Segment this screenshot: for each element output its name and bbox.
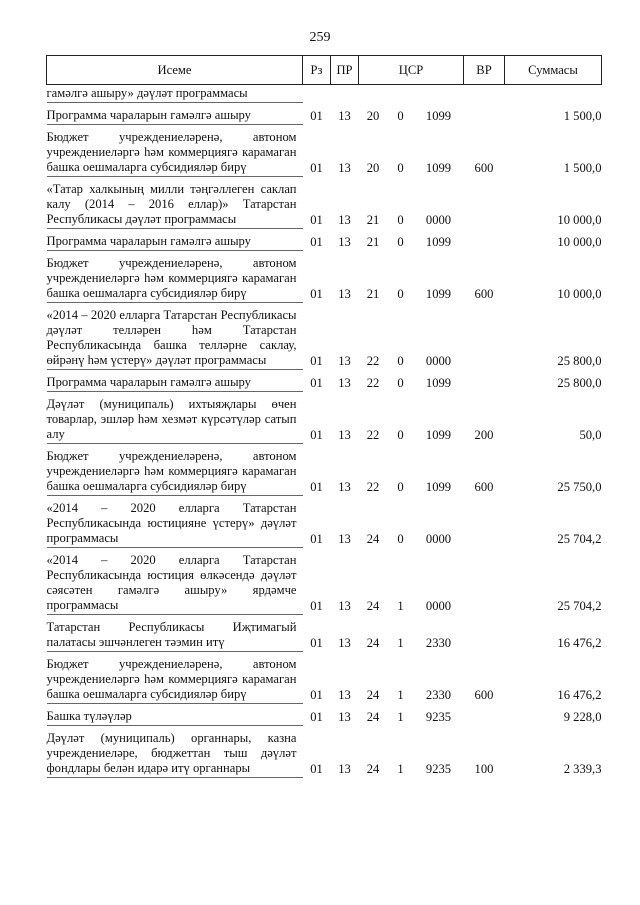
row-vr — [464, 85, 505, 103]
row-csr-subprogram: 1 — [397, 709, 404, 724]
row-sum: 10 000,0 — [557, 234, 602, 249]
table-body — [47, 85, 602, 778]
row-csr-direction: 0000 — [425, 353, 452, 368]
header-rz: Рз — [303, 56, 331, 85]
row-pr: 13 — [338, 286, 351, 301]
row-csr-subprogram: 0 — [397, 108, 404, 123]
row-csr-direction: 9235 — [425, 709, 452, 724]
row-name: Дәүләт (муниципаль) ихтыяҗлары өчен товарлар, эшләр һәм хезмәт күрсәтүләр сатып алу — [47, 392, 303, 444]
row-csr-direction: 2330 — [425, 687, 452, 702]
row-csr-direction: 1099 — [425, 427, 452, 442]
row-pr: 13 — [338, 212, 351, 227]
row-sum: 25 750,0 — [557, 479, 602, 494]
table-row — [47, 444, 602, 496]
row-csr-direction — [414, 85, 464, 103]
row-name: гамәлгә ашыру» дәүләт программасы — [47, 85, 303, 103]
row-csr-program: 22 — [366, 353, 380, 368]
row-vr — [464, 496, 505, 548]
row-csr-program: 24 — [366, 761, 380, 776]
row-name: Бюджет учреждениеләренә, автоном учреждениеләргә һәм коммерциягә карамаган башка оешмаларга субсидияләр бирү — [47, 251, 303, 303]
row-csr-subprogram: 0 — [397, 160, 404, 175]
table-row — [47, 303, 602, 370]
table-header-row — [47, 56, 602, 85]
row-csr-subprogram: 0 — [397, 353, 404, 368]
row-name: Бюджет учреждениеләренә, автоном учреждениеләргә һәм коммерциягә карамаган башка оешмаларга субсидияләр бирү — [47, 444, 303, 496]
row-name: Бюджет учреждениеләренә, автоном учреждениеләргә һәм коммерциягә карамаган башка оешмаларга субсидияләр бирү — [47, 652, 303, 704]
row-rz: 01 — [310, 108, 323, 123]
row-vr — [464, 229, 505, 251]
row-csr-direction: 1099 — [425, 286, 452, 301]
row-pr: 13 — [338, 427, 351, 442]
row-csr-direction: 1099 — [425, 479, 452, 494]
row-vr: 200 — [474, 427, 494, 442]
row-csr-subprogram: 0 — [397, 375, 404, 390]
row-vr — [464, 615, 505, 652]
table-row — [47, 177, 602, 229]
row-pr: 13 — [338, 761, 351, 776]
row-sum: 1 500,0 — [563, 108, 602, 123]
row-csr-subprogram: 1 — [397, 598, 404, 613]
table-row — [47, 704, 602, 726]
row-rz: 01 — [310, 375, 323, 390]
row-pr: 13 — [338, 598, 351, 613]
row-sum: 25 704,2 — [557, 598, 602, 613]
row-csr-subprogram: 0 — [397, 479, 404, 494]
row-name: Башка түләүләр — [47, 704, 303, 726]
row-csr-subprogram: 0 — [397, 531, 404, 546]
row-rz: 01 — [310, 635, 323, 650]
header-vr: ВР — [464, 56, 505, 85]
row-csr-program: 24 — [366, 687, 380, 702]
row-rz: 01 — [310, 286, 323, 301]
row-csr-program: 22 — [366, 375, 380, 390]
table-row — [47, 392, 602, 444]
row-pr: 13 — [338, 687, 351, 702]
row-pr: 13 — [338, 375, 351, 390]
row-pr: 13 — [338, 234, 351, 249]
row-csr-direction: 0000 — [425, 212, 452, 227]
row-csr-direction: 1099 — [425, 160, 452, 175]
row-name: «Татар халкының милли тәңгәллеген саклап калу (2014 – 2016 еллар)» Татарстан Республикасы дәүләт программасы — [47, 177, 303, 229]
row-vr — [464, 548, 505, 615]
row-sum: 25 704,2 — [557, 531, 602, 546]
row-rz: 01 — [310, 353, 323, 368]
row-name: «2014 – 2020 елларга Татарстан Республикасында юстиция өлкәсендә дәүләт сәясәтен гамәлгә ашыру» ярдәмче программасы — [47, 548, 303, 615]
row-name: Программа чараларын гамәлгә ашыру — [47, 370, 303, 392]
row-rz: 01 — [310, 160, 323, 175]
header-sum: Суммасы — [505, 56, 602, 85]
row-csr-direction: 9235 — [425, 761, 452, 776]
page-number: 259 — [309, 30, 331, 45]
row-sum: 2 339,3 — [563, 761, 602, 776]
row-csr-program: 21 — [366, 286, 380, 301]
row-vr — [464, 704, 505, 726]
row-vr — [464, 103, 505, 125]
budget-table — [46, 55, 602, 778]
row-csr-direction: 1099 — [425, 375, 452, 390]
table-row — [47, 726, 602, 778]
row-rz: 01 — [310, 598, 323, 613]
row-rz: 01 — [310, 531, 323, 546]
row-name: Программа чараларын гамәлгә ашыру — [47, 229, 303, 251]
table-row — [47, 652, 602, 704]
row-csr-subprogram: 0 — [397, 212, 404, 227]
row-rz: 01 — [310, 687, 323, 702]
row-vr: 100 — [474, 761, 494, 776]
row-pr: 13 — [338, 635, 351, 650]
row-vr: 600 — [474, 286, 494, 301]
row-csr-subprogram: 0 — [397, 286, 404, 301]
row-csr-subprogram: 0 — [397, 234, 404, 249]
row-sum: 50,0 — [579, 427, 602, 442]
table-row — [47, 615, 602, 652]
row-csr-program: 24 — [366, 531, 380, 546]
row-vr: 600 — [474, 687, 494, 702]
row-csr-program: 21 — [366, 234, 380, 249]
row-pr: 13 — [338, 160, 351, 175]
row-csr-program — [359, 85, 388, 103]
header-pr: ПР — [331, 56, 359, 85]
row-vr — [464, 177, 505, 229]
table-row — [47, 85, 602, 103]
row-vr: 600 — [474, 160, 494, 175]
row-vr — [464, 303, 505, 370]
row-pr: 13 — [338, 709, 351, 724]
row-csr-program: 22 — [366, 427, 380, 442]
row-rz: 01 — [310, 234, 323, 249]
row-rz: 01 — [310, 709, 323, 724]
row-sum: 16 476,2 — [557, 635, 602, 650]
row-sum — [505, 85, 602, 103]
table-row — [47, 229, 602, 251]
row-rz: 01 — [310, 212, 323, 227]
row-csr-direction: 2330 — [425, 635, 452, 650]
row-csr-direction: 1099 — [425, 234, 452, 249]
row-pr: 13 — [338, 531, 351, 546]
row-sum: 25 800,0 — [557, 353, 602, 368]
table-row — [47, 103, 602, 125]
row-csr-program: 20 — [366, 108, 380, 123]
row-csr-program: 24 — [366, 598, 380, 613]
row-rz: 01 — [310, 479, 323, 494]
row-vr: 600 — [474, 479, 494, 494]
row-rz: 01 — [310, 427, 323, 442]
row-csr-program: 20 — [366, 160, 380, 175]
table-row — [47, 125, 602, 177]
row-csr-subprogram: 1 — [397, 761, 404, 776]
row-csr-program: 21 — [366, 212, 380, 227]
table-row — [47, 251, 602, 303]
row-pr: 13 — [338, 108, 351, 123]
row-pr: 13 — [338, 353, 351, 368]
table-row — [47, 496, 602, 548]
row-sum: 10 000,0 — [557, 286, 602, 301]
row-sum: 9 228,0 — [563, 709, 602, 724]
row-csr-program: 24 — [366, 635, 380, 650]
row-csr-program: 24 — [366, 709, 380, 724]
row-rz — [303, 85, 331, 103]
row-csr-direction: 0000 — [425, 531, 452, 546]
row-pr — [331, 85, 359, 103]
row-rz: 01 — [310, 761, 323, 776]
row-sum: 1 500,0 — [563, 160, 602, 175]
row-vr — [464, 370, 505, 392]
row-csr-subprogram — [388, 85, 414, 103]
table-row — [47, 370, 602, 392]
row-sum: 25 800,0 — [557, 375, 602, 390]
row-name: «2014 – 2020 елларга Татарстан Республикасында юстицияне үстерү» дәүләт программасы — [47, 496, 303, 548]
row-sum: 10 000,0 — [557, 212, 602, 227]
row-name: Татарстан Республикасы Иҗтимагый палатасы эшчәнлеген тәэмин итү — [47, 615, 303, 652]
row-csr-subprogram: 1 — [397, 687, 404, 702]
row-name: Программа чараларын гамәлгә ашыру — [47, 103, 303, 125]
row-name: «2014 – 2020 елларга Татарстан Республикасы дәүләт телләрен һәм Татарстан Республикасында башка телләрне саклау, өйрәнү һәм үстерү» дәүләт программасы — [47, 303, 303, 370]
row-sum: 16 476,2 — [557, 687, 602, 702]
row-csr-subprogram: 1 — [397, 635, 404, 650]
header-csr: ЦСР — [359, 56, 464, 85]
header-name: Исеме — [47, 56, 303, 85]
row-csr-direction: 1099 — [425, 108, 452, 123]
row-name: Дәүләт (муниципаль) органнары, казна учреждениеләре, бюджеттан тыш дәүләт фондлары белән идарә итү органнары — [47, 726, 303, 778]
row-pr: 13 — [338, 479, 351, 494]
row-csr-direction: 0000 — [425, 598, 452, 613]
row-name: Бюджет учреждениеләренә, автоном учреждениеләргә һәм коммерциягә карамаган башка оешмаларга субсидияләр бирү — [47, 125, 303, 177]
row-csr-program: 22 — [366, 479, 380, 494]
row-csr-subprogram: 0 — [397, 427, 404, 442]
table-row — [47, 548, 602, 615]
